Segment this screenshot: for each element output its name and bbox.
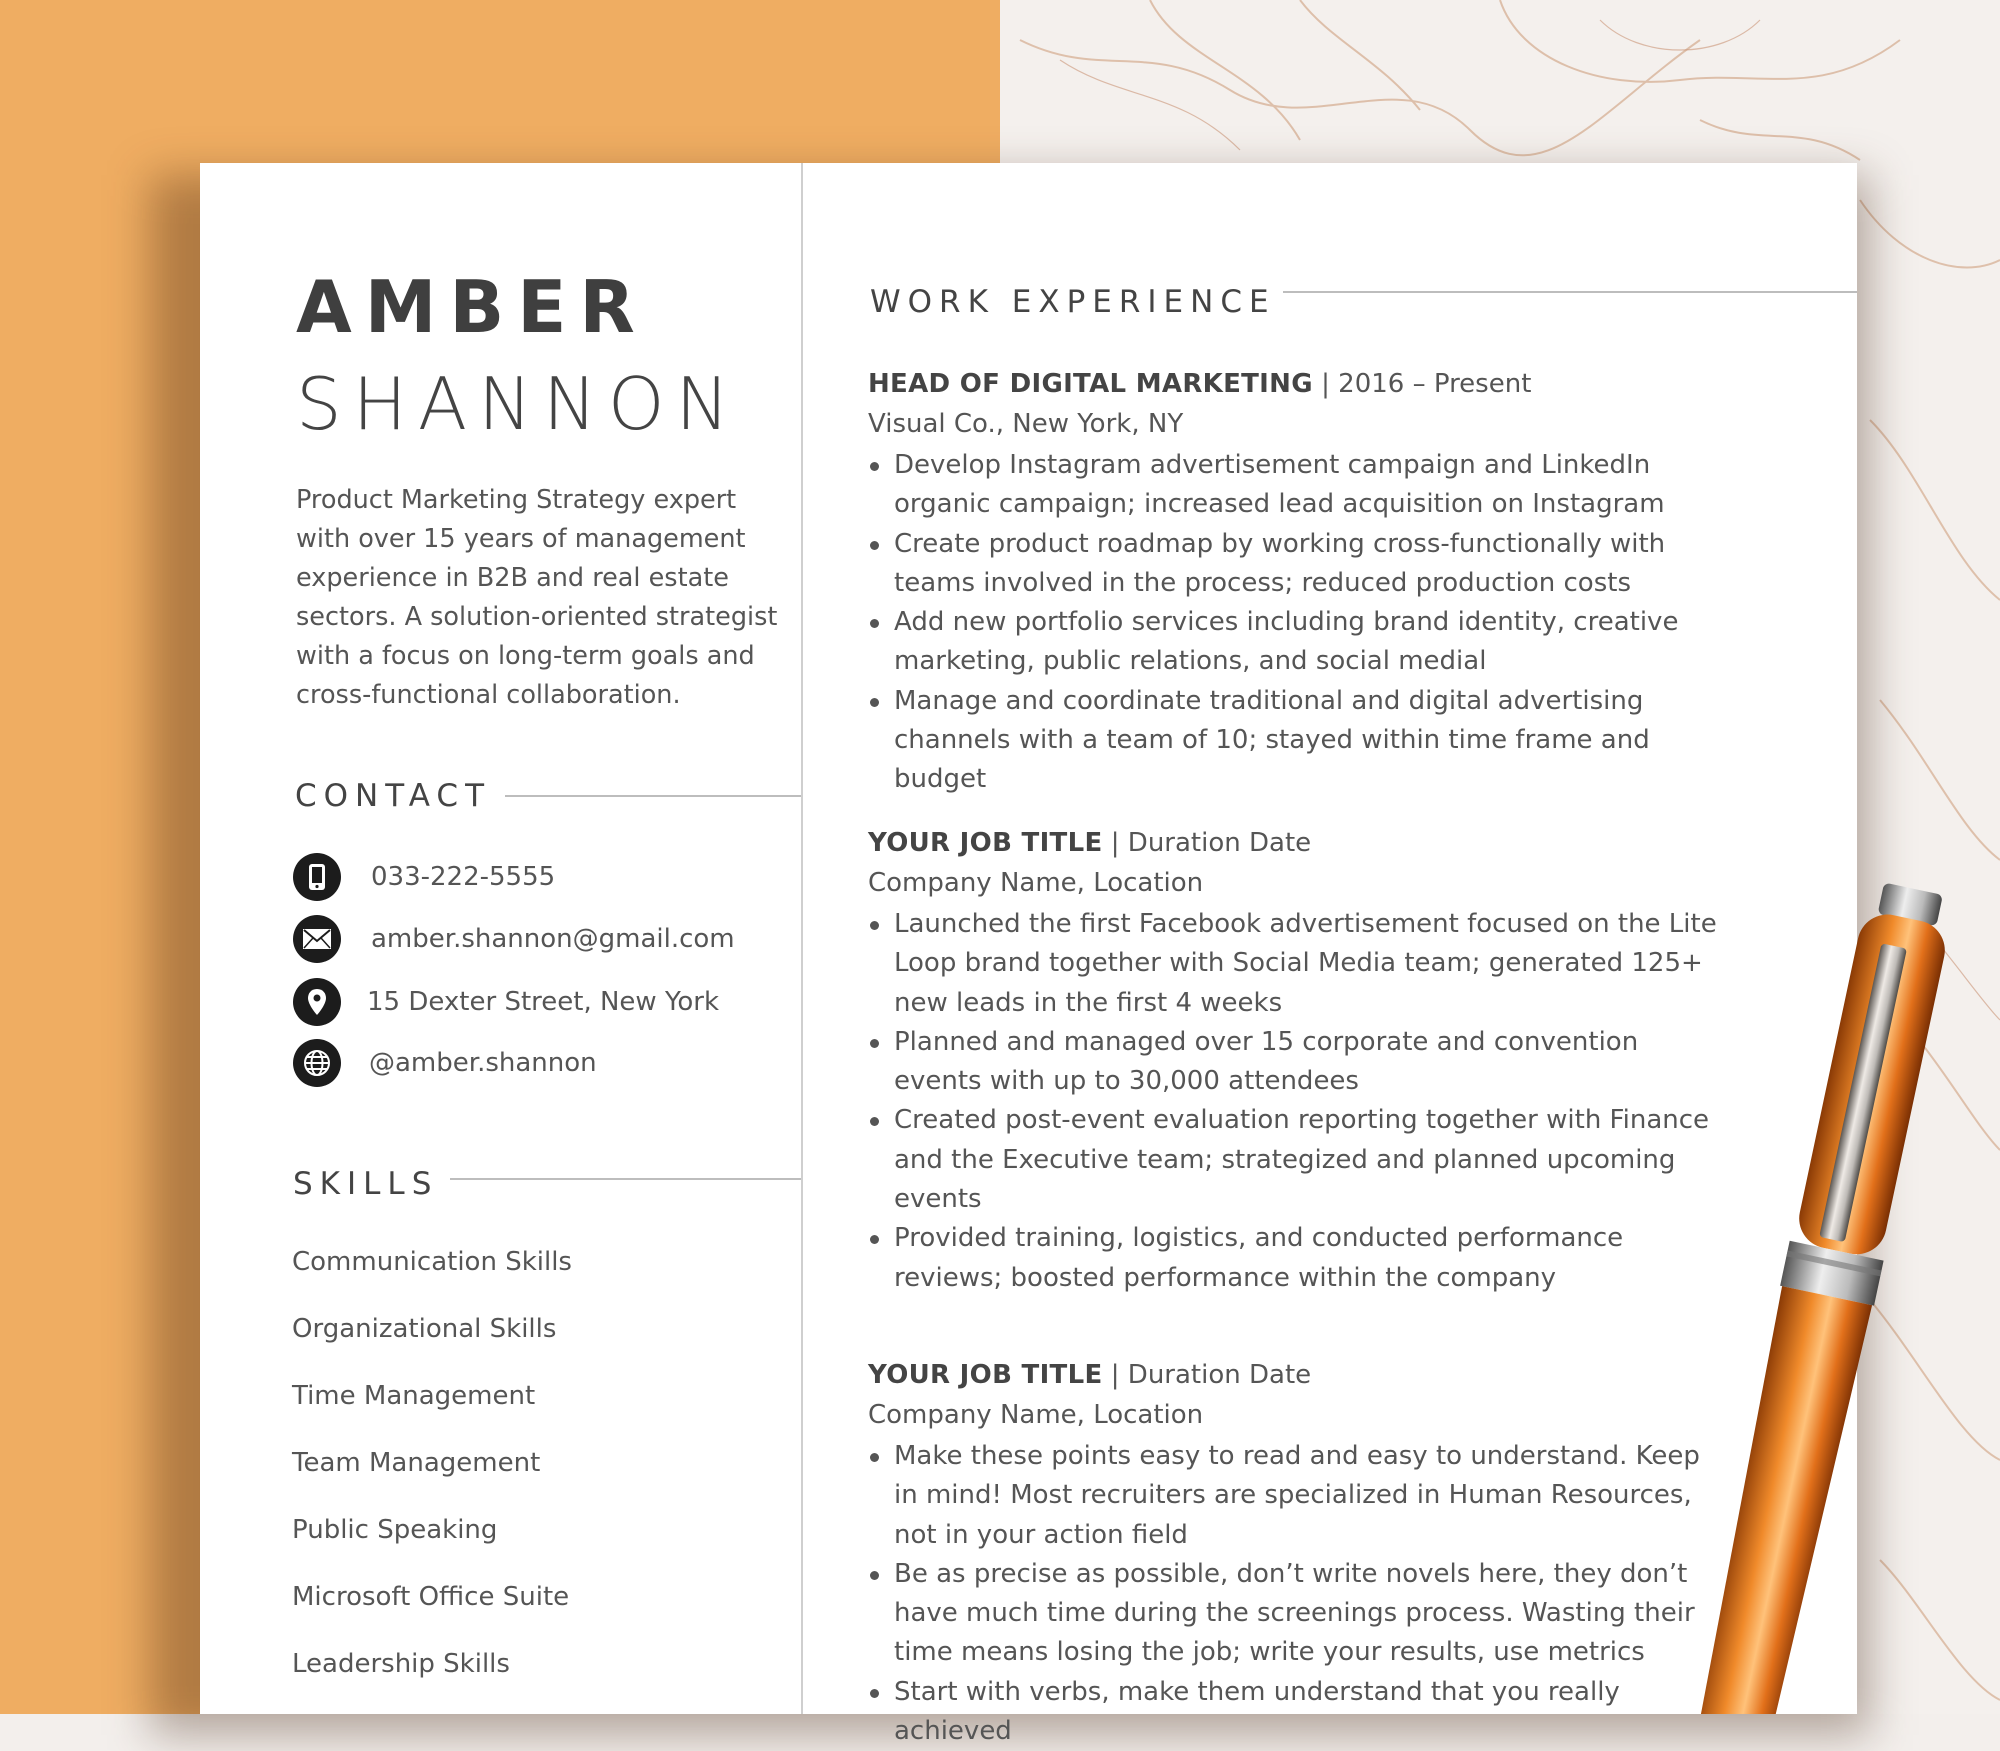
- job-title-line: [868, 1362, 1311, 1388]
- job-bullets: [868, 446, 1728, 800]
- skill-item: Leadership Skills: [292, 1649, 510, 1679]
- skills-heading-rule: [450, 1178, 801, 1180]
- job-bullet: Launched the first Facebook advertisement focused on the Lite Loop brand together with Social Media team; generated 125+ new leads in the first 4 weeks: [868, 905, 1728, 1023]
- mail-icon: [293, 915, 341, 963]
- contact-phone: [293, 852, 555, 902]
- job-bullet: Be as precise as possible, don’t write novels here, they don’t have much time during the screenings process. Wasting their time means losing the job; write your results, use metrics: [868, 1555, 1728, 1673]
- contact-email: [293, 914, 735, 964]
- skill-item: Time Management: [292, 1381, 536, 1411]
- job-dates: | Duration Date: [1110, 828, 1312, 858]
- job-bullet: Create product roadmap by working cross-functionally with teams involved in the process; reduced production costs: [868, 525, 1728, 604]
- phone-number: 033-222-5555: [371, 862, 556, 892]
- contact-address: [293, 977, 719, 1027]
- job-bullet: Develop Instagram advertisement campaign and LinkedIn organic campaign; increased lead acquisition on Instagram: [868, 446, 1728, 525]
- skills-heading: SKILLS: [293, 1166, 439, 1202]
- contact-social: [293, 1038, 597, 1088]
- job-dates: | Duration Date: [1110, 1360, 1312, 1390]
- job-company: Visual Co., New York, NY: [868, 409, 1184, 439]
- pen-decoration: [1660, 850, 2000, 1714]
- job-title-line: [868, 371, 1531, 397]
- job-title-line: [868, 830, 1311, 856]
- work-heading-rule: [1283, 291, 1857, 293]
- skill-item: Organizational Skills: [292, 1314, 557, 1344]
- location-icon: [293, 978, 341, 1026]
- skill-item: Communication Skills: [292, 1247, 572, 1277]
- contact-heading: CONTACT: [295, 778, 492, 814]
- job-bullet: Provided training, logistics, and conducted performance reviews; boosted performance within the company: [868, 1219, 1728, 1298]
- skill-item: Public Speaking: [292, 1515, 498, 1545]
- globe-icon: [293, 1039, 341, 1087]
- job-bullets: [868, 905, 1728, 1298]
- job-bullets: [868, 1437, 1728, 1751]
- email-address: amber.shannon@gmail.com: [371, 924, 735, 954]
- job-title: YOUR JOB TITLE: [868, 828, 1103, 858]
- job-bullet: Planned and managed over 15 corporate and convention events with up to 30,000 attendees: [868, 1023, 1728, 1102]
- phone-icon: [293, 853, 341, 901]
- job-company: Company Name, Location: [868, 868, 1204, 898]
- job-bullet: Start with verbs, make them understand that you really achieved: [868, 1673, 1728, 1751]
- resume-page: [200, 163, 1857, 1747]
- skill-item: Team Management: [292, 1448, 541, 1478]
- social-handle: @amber.shannon: [369, 1048, 597, 1078]
- column-divider: [801, 163, 803, 1714]
- job-company: Company Name, Location: [868, 1400, 1204, 1430]
- job-bullet: Created post-event evaluation reporting together with Finance and the Executive team; strategized and planned upcoming events: [868, 1101, 1728, 1219]
- last-name: SHANNON: [296, 362, 741, 446]
- job-title: YOUR JOB TITLE: [868, 1360, 1103, 1390]
- job-bullet: Make these points easy to read and easy to understand. Keep in mind! Most recruiters are specialized in Human Resources, not in your action field: [868, 1437, 1728, 1555]
- job-bullet: Add new portfolio services including brand identity, creative marketing, public relations, and social medial: [868, 603, 1728, 682]
- job-dates: | 2016 – Present: [1321, 369, 1532, 399]
- street-address: 15 Dexter Street, New York: [367, 987, 720, 1017]
- profile-summary: Product Marketing Strategy expert with over 15 years of management experience in B2B and real estate sectors. A solution-oriented strategist with a focus on long-term goals and cross-functional collaboration.: [296, 485, 778, 710]
- job-title: HEAD OF DIGITAL MARKETING: [868, 369, 1313, 399]
- work-experience-heading: WORK EXPERIENCE: [870, 284, 1276, 320]
- first-name: AMBER: [296, 265, 648, 349]
- contact-heading-rule: [505, 795, 801, 797]
- skill-item: Microsoft Office Suite: [292, 1582, 570, 1612]
- job-bullet: Manage and coordinate traditional and digital advertising channels with a team of 10; stayed within time frame and budget: [868, 682, 1728, 800]
